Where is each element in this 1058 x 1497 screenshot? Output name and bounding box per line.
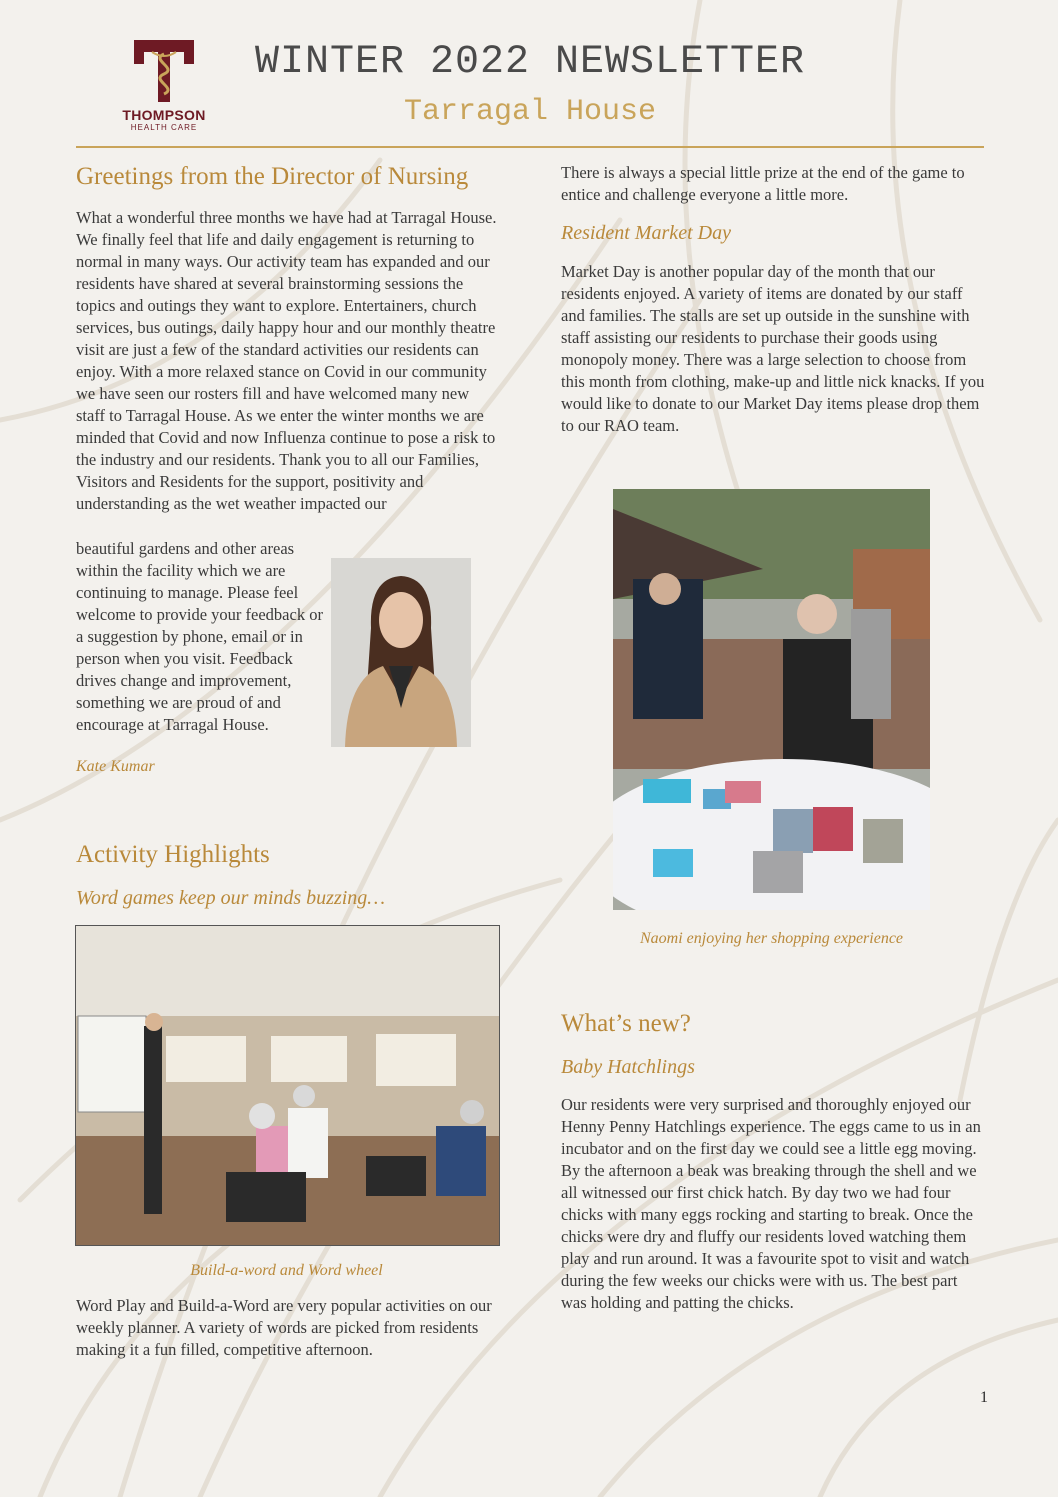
activity-heading: Activity Highlights xyxy=(76,841,270,868)
activity-subheading: Word games keep our minds buzzing… xyxy=(76,887,386,909)
header-divider xyxy=(76,146,984,148)
whats-new-heading: What’s new? xyxy=(561,1010,691,1037)
director-signature: Kate Kumar xyxy=(76,758,155,775)
newsletter-title: WINTER 2022 NEWSLETTER xyxy=(254,40,806,85)
activity-paragraph: Word Play and Build-a-Word are very popular activities on our weekly planner. A variety of words are picked from residents making it a fun filled, competitive afternoon. xyxy=(76,1296,492,1359)
market-day-caption: Naomi enjoying her shopping experience xyxy=(639,930,904,947)
baby-hatchlings-paragraph: Our residents were very surprised and thoroughly enjoyed our Henny Penny Hatchlings experience. The eggs came to us in an incubator and on the first day we could see a little egg moving. By the afternoon a beak was breaking through the shell and we all witnessed our first chick hatch. By day two we had four chicks with many eggs rocking and starting to break. Once the chicks were dry and fluffy our residents loved watching them play and run around. It was a favourite spot to visit and watch during the few weeks our chicks were with us. The best part was holding and patting the chicks. xyxy=(561,1095,981,1312)
prize-paragraph: There is always a special little prize at the end of the game to entice and challenge everyone a little more. xyxy=(561,163,965,204)
market-day-paragraph: Market Day is another popular day of the month that our residents enjoyed. A variety of items are donated by our staff and families. The stalls are set up outside in the sunshine with staff assisting our residents to purchase their goods using monopoly money. There was a large selection to choose from this month from clothing, make-up and little nick knacks. If you would like to donate to our Market Day items please drop them to our RAO team. xyxy=(561,262,985,435)
word-game-caption: Build-a-word and Word wheel xyxy=(190,1262,383,1279)
newsletter-subtitle: Tarragal House xyxy=(403,95,657,129)
market-day-photo xyxy=(613,489,930,910)
director-paragraph: What a wonderful three months we have had at Tarragal House. We finally feel that life and daily engagement is returning to normal in many ways. Our activity team has expanded and our residents have shared at several brainstorming sessions the topics and outings they want to explore. Entertainers, church services, bus outings, daily happy hour and our monthly theatre visit are just a few of the standard activities our residents can enjoy. With a more relaxed stance on Covid in our community we have seen our rosters fill and have welcomed many new staff to Tarragal House. As we enter the winter months we are minded that Covid and now Influenza continue to pose a risk to the industry and our residents. Thank you to all our Families, Visitors and Residents for the support, positivity and understanding as the wet weather impacted our xyxy=(76,208,497,513)
director-heading: Greetings from the Director of Nursing xyxy=(76,163,469,190)
logo-name: THOMPSON xyxy=(122,107,206,123)
director-portrait-photo xyxy=(331,558,471,747)
word-game-photo xyxy=(75,925,500,1246)
director-paragraph-continued: beautiful gardens and other areas within the facility which we are continuing to manage. Please feel welcome to provide your feedback or a suggestion by phone, email or in person when you visit. Feedback drives change and improvement, something we are proud of and encourage at Tarragal House. xyxy=(76,539,323,734)
baby-hatchlings-heading: Baby Hatchlings xyxy=(561,1056,695,1078)
logo-t-caduceus-icon xyxy=(112,38,216,106)
logo-subtitle: HEALTH CARE xyxy=(130,123,198,132)
page-number: 1 xyxy=(980,1389,988,1406)
thompson-logo xyxy=(112,38,216,134)
market-day-heading: Resident Market Day xyxy=(561,222,731,244)
